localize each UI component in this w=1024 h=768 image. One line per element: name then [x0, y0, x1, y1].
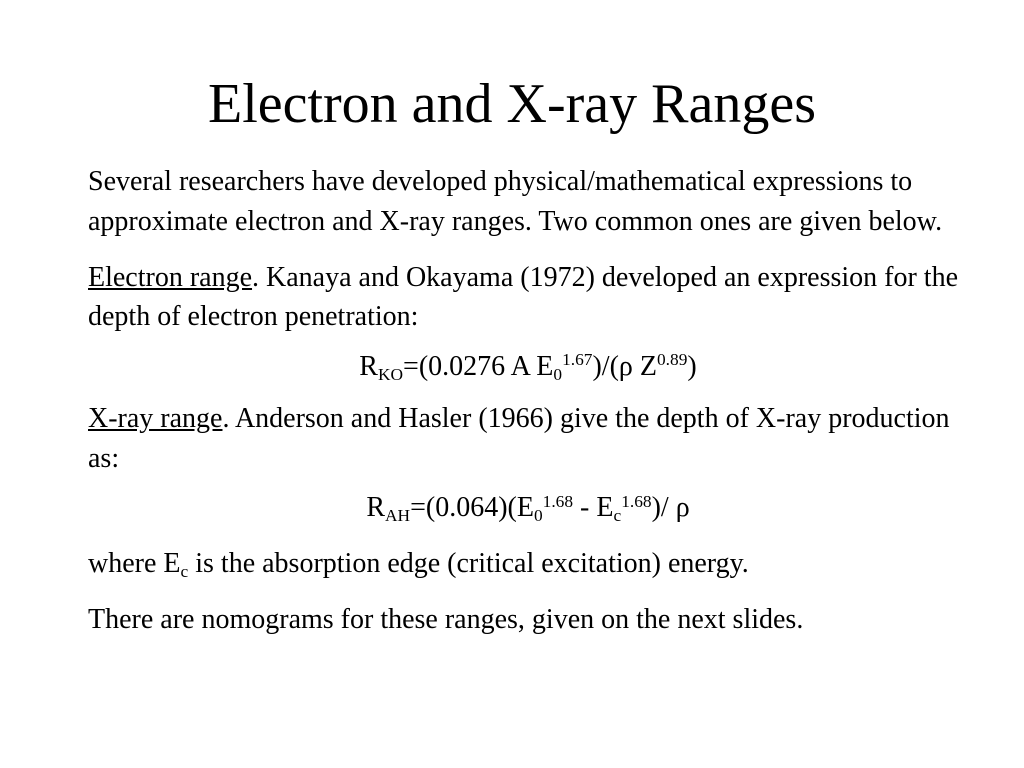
eq2-symbol: R — [366, 492, 386, 524]
where-paragraph — [88, 544, 968, 584]
eq1-part2: )/(ρ Z — [592, 351, 657, 382]
eq2-subscript: AH — [385, 506, 411, 526]
eq1-part1: =(0.0276 A E — [403, 351, 554, 382]
xray-range-heading: X-ray range — [88, 402, 223, 434]
eq1-part3: ) — [687, 351, 697, 382]
eq1-exponent2: 0.89 — [657, 350, 688, 370]
closing-paragraph: There are nomograms for these ranges, given on the next slides. — [88, 603, 804, 635]
electron-range-text: . Kanaya and Okayama (1972) developed an expression for the depth of electron penetration: — [88, 261, 958, 333]
eq2-part3: )/ ρ — [651, 492, 690, 524]
xray-range-paragraph — [88, 399, 968, 479]
eq1-e0-subscript: 0 — [553, 364, 563, 384]
eq2-part1: =(0.064)(E — [410, 492, 534, 524]
eq2-exponent1: 1.68 — [542, 491, 574, 511]
where-post: is the absorption edge (critical excitation) energy. — [188, 548, 749, 579]
eq1-symbol: R — [359, 351, 378, 382]
electron-range-heading: Electron range — [88, 261, 253, 293]
electron-range-paragraph — [88, 258, 968, 338]
xray-range-text: . Anderson and Hasler (1966) give the depth of X-ray production as: — [88, 402, 950, 474]
eq2-part2: - E — [573, 492, 614, 524]
intro-paragraph: Several researchers have developed physical/mathematical expressions to approximate electron and X-ray ranges. Two common ones are given below. — [88, 166, 943, 237]
kanaya-okayama-equation — [88, 347, 968, 387]
anderson-hasler-equation — [88, 488, 968, 528]
eq1-exponent1: 1.67 — [562, 350, 593, 370]
eq2-exponent2: 1.68 — [621, 491, 652, 511]
eq2-ec-subscript: c — [613, 506, 622, 526]
slide-body — [88, 162, 968, 640]
where-subscript: c — [180, 561, 189, 581]
eq2-e0-subscript: 0 — [533, 506, 543, 526]
eq1-subscript: KO — [377, 364, 404, 384]
where-pre: where E — [88, 548, 181, 579]
slide-title: Electron and X-ray Ranges — [208, 73, 816, 135]
